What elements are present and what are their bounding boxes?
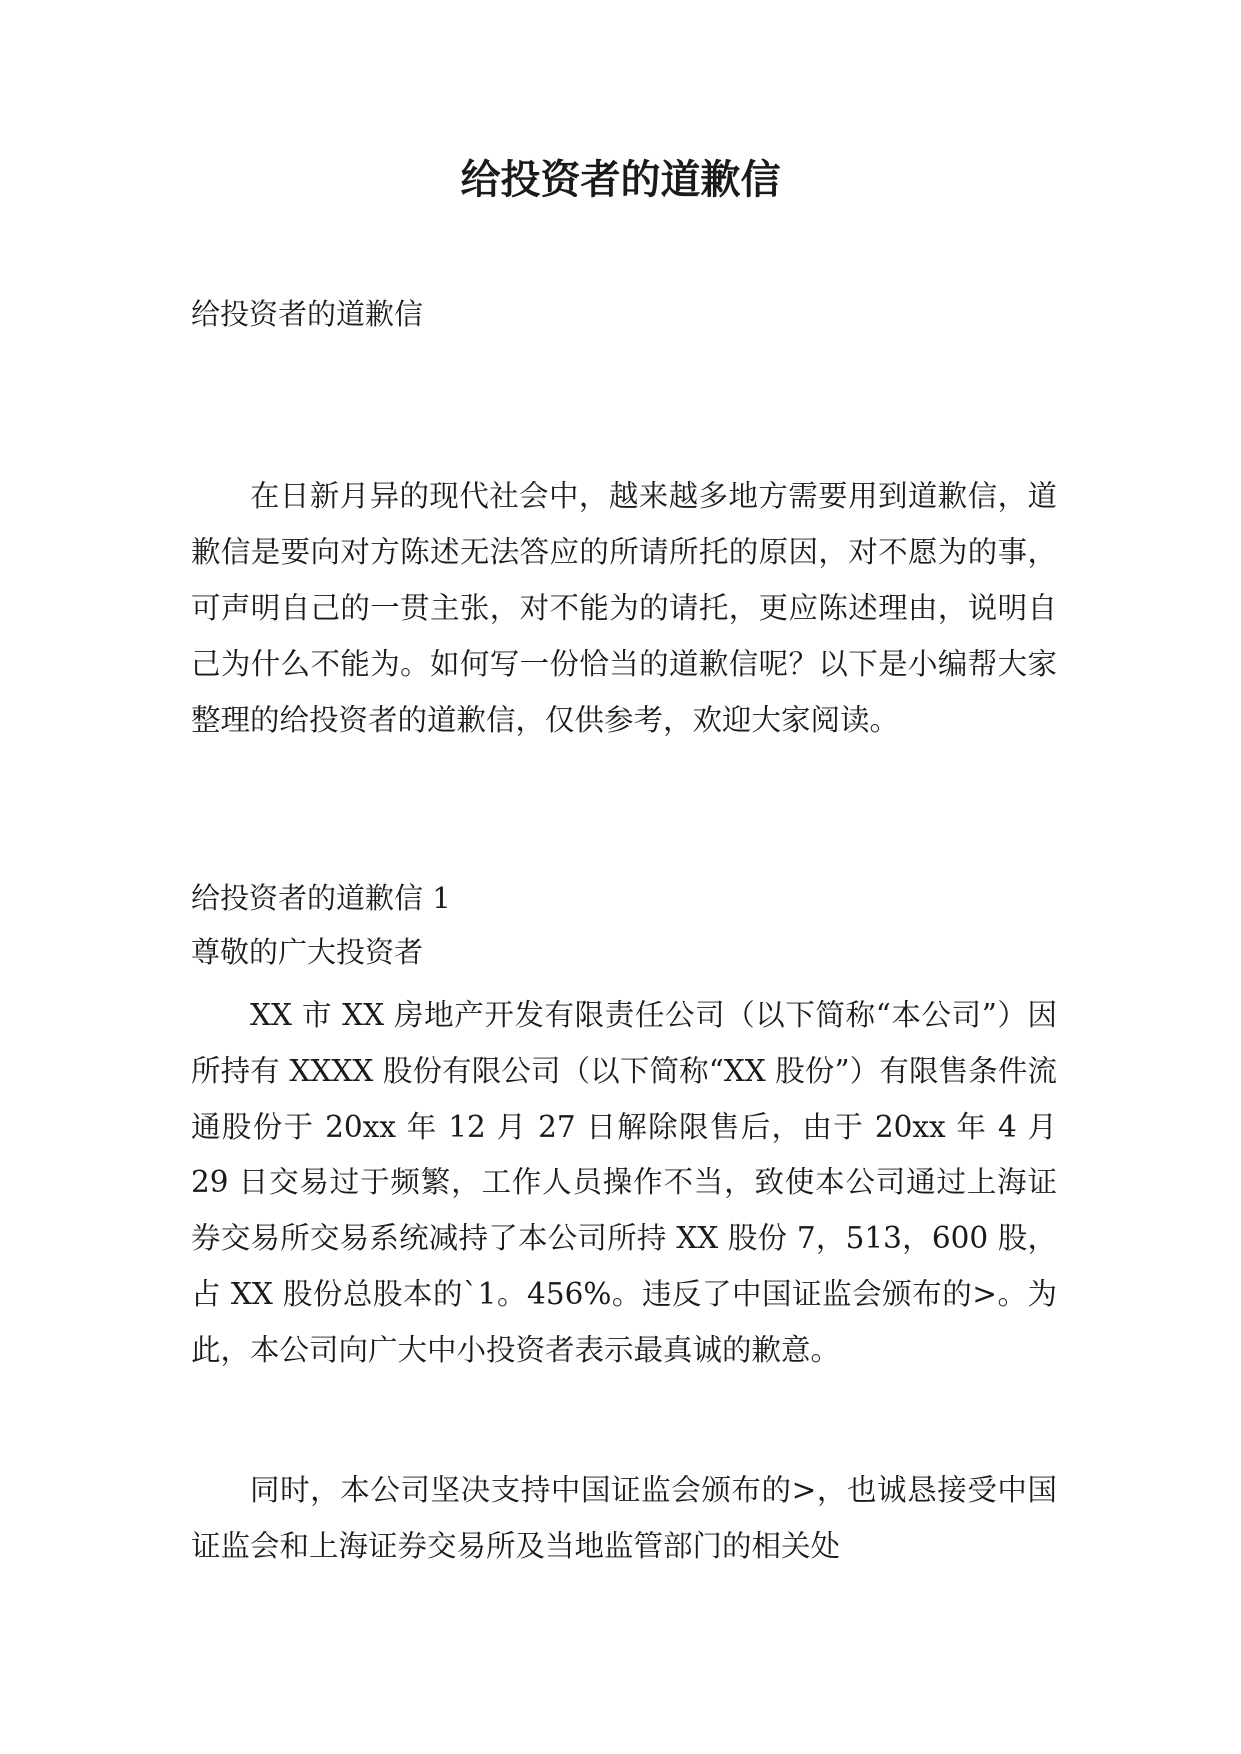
body-paragraph-1: XX 市 XX 房地产开发有限责任公司（以下简称“本公司”）因所持有 XXXX 股份有限公司（以下简称“XX 股份”）有限售条件流通股份于 20xx 年 12 月 27 日解除限售后，由于 20xx 年 4 月 29 日交易过于频繁，工作人员操作不当，致使本公司通过上海证券交易所交易系统减持了本公司所持 XX 股份 7，513，600 股，占 XX 股份总股本的`1。456%。违反了中国证监会颁布的>。为此，本公司向广大中小投资者表示最真诚的歉意。 — [191, 998, 1057, 1367]
document-title: 给投资者的道歉信 — [460, 156, 781, 203]
document-subtitle: 给投资者的道歉信 — [191, 297, 424, 331]
section-heading: 给投资者的道歉信 1 — [191, 881, 451, 915]
salutation: 尊敬的广大投资者 — [191, 935, 424, 969]
body-paragraph-2: 同时，本公司坚决支持中国证监会颁布的>，也诚恳接受中国证监会和上海证券交易所及当地监管部门的相关处 — [191, 1473, 1057, 1563]
intro-paragraph: 在日新月异的现代社会中，越来越多地方需要用到道歉信，道歉信是要向对方陈述无法答应的所请所托的原因，对不愿为的事，可声明自己的一贯主张，对不能为的请托，更应陈述理由，说明自己为什么不能为。如何写一份恰当的道歉信呢？以下是小编帮大家整理的给投资者的道歉信，仅供参考，欢迎大家阅读。 — [191, 479, 1057, 737]
